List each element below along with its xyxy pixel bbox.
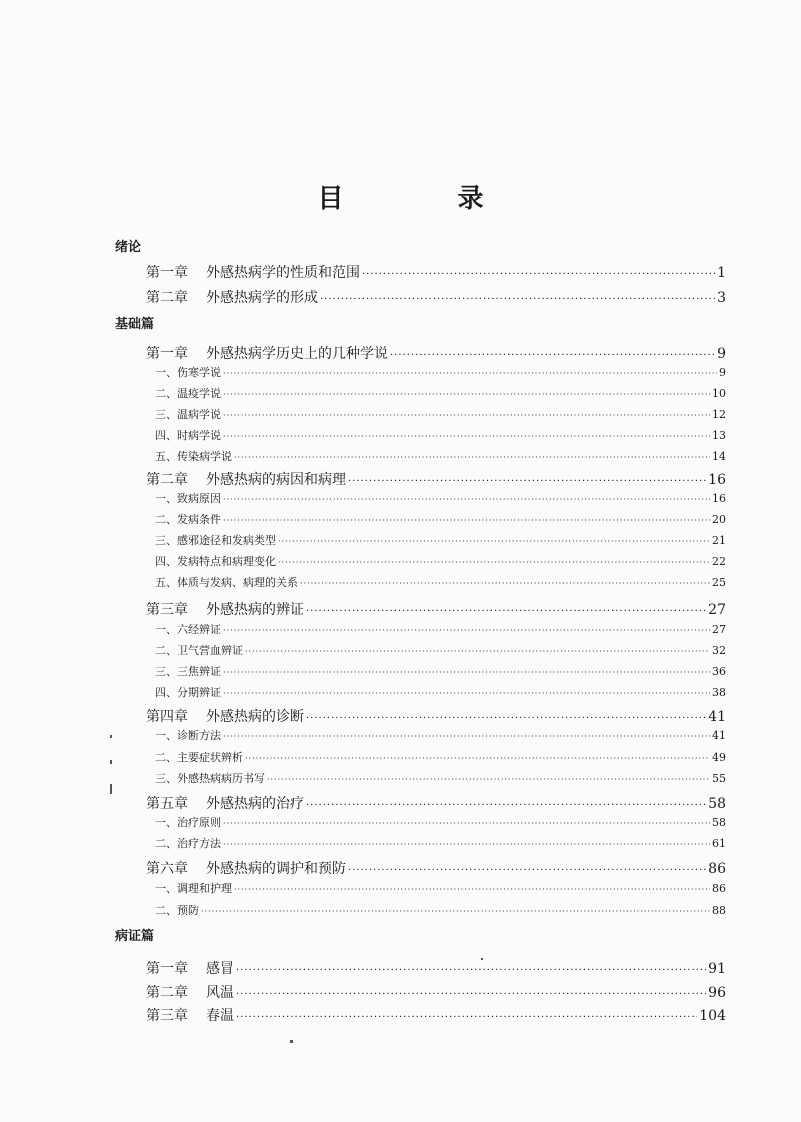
page-number: 41 [712, 729, 726, 742]
toc-chapter-entry[interactable] [146, 706, 726, 726]
entry-title [146, 958, 234, 978]
dot-leader [267, 775, 710, 784]
page-number: 88 [712, 904, 726, 917]
dot-leader [236, 1012, 697, 1023]
scan-speck [481, 958, 483, 960]
entry-title: 三、三焦辨证 [155, 665, 221, 678]
dot-leader [245, 754, 710, 763]
chapter-title: 外感热病学的性质和范围 [206, 265, 360, 281]
entry-title: 一、调理和护理 [155, 882, 232, 895]
chapter-title: 外感热病的诊断 [206, 709, 304, 725]
entry-title: 二、治疗方法 [155, 837, 221, 850]
page-number: 16 [712, 492, 726, 505]
dot-leader [390, 350, 715, 361]
dot-leader [223, 390, 710, 399]
dot-leader [306, 713, 706, 724]
toc-subentry[interactable] [155, 511, 726, 527]
toc-chapter-entry[interactable] [146, 343, 726, 363]
scan-speck [110, 784, 112, 794]
chapter-title: 春温 [206, 1008, 234, 1024]
toc-subentry[interactable] [155, 663, 726, 679]
dot-leader [223, 626, 710, 635]
page-number: 12 [712, 408, 726, 421]
page-number: 49 [712, 751, 726, 764]
dot-leader [223, 668, 710, 677]
toc-chapter-entry[interactable] [146, 262, 726, 282]
dot-leader [234, 885, 710, 894]
chapter-title: 感冒 [206, 961, 234, 977]
toc-subentry[interactable] [155, 427, 726, 443]
entry-title: 二、预防 [155, 904, 199, 917]
section-heading: 绪论 [115, 240, 142, 255]
toc-chapter-entry[interactable] [146, 599, 726, 619]
toc-chapter-entry[interactable] [146, 287, 726, 307]
toc-subentry[interactable] [155, 880, 726, 896]
toc-subentry[interactable] [155, 814, 726, 830]
entry-title [146, 343, 388, 363]
dot-leader [320, 294, 715, 305]
scan-speck [290, 1040, 293, 1043]
toc-subentry[interactable] [155, 364, 726, 380]
dot-leader [278, 537, 710, 546]
toc-chapter-entry[interactable] [146, 1005, 726, 1025]
dot-leader [223, 732, 710, 741]
entry-title: 二、主要症状辨析 [155, 751, 243, 764]
entry-title: 一、伤寒学说 [155, 366, 221, 379]
dot-leader [362, 269, 715, 280]
entry-title: 五、传染病学说 [155, 450, 232, 463]
page-number: 9 [717, 346, 726, 362]
chapter-number: 第二章 [146, 290, 188, 306]
page-number: 10 [712, 387, 726, 400]
entry-title [146, 262, 360, 282]
scan-speck [110, 760, 112, 764]
entry-title: 二、发病条件 [155, 513, 221, 526]
toc-subentry[interactable] [155, 553, 726, 569]
chapter-number: 第一章 [146, 265, 188, 281]
toc-chapter-entry[interactable] [146, 858, 726, 878]
chapter-number: 第二章 [146, 472, 188, 488]
page-number: 27 [712, 623, 726, 636]
page-number: 55 [712, 772, 726, 785]
dot-leader [223, 840, 710, 849]
entry-title: 二、卫气营血辨证 [155, 644, 243, 657]
chapter-title: 外感热病的治疗 [206, 796, 304, 812]
toc-subentry[interactable] [155, 490, 726, 506]
page-number: 61 [712, 837, 726, 850]
page-number: 58 [708, 796, 726, 812]
chapter-number: 第一章 [146, 346, 188, 362]
toc-chapter-entry[interactable] [146, 793, 726, 813]
section-heading: 基础篇 [115, 317, 155, 332]
page-number: 32 [712, 644, 726, 657]
toc-chapter-entry[interactable] [146, 469, 726, 489]
chapter-number: 第五章 [146, 796, 188, 812]
dot-leader [348, 476, 706, 487]
chapter-title: 外感热病的辨证 [206, 602, 304, 618]
page-number: 36 [712, 665, 726, 678]
toc-subentry[interactable] [155, 642, 726, 658]
dot-leader [236, 965, 706, 976]
dot-leader [223, 432, 710, 441]
page-number: 3 [717, 290, 726, 306]
dot-leader [306, 800, 706, 811]
entry-title: 一、致病原因 [155, 492, 221, 505]
chapter-title: 外感热病学的形成 [206, 290, 318, 306]
chapter-number: 第二章 [146, 985, 188, 1001]
toc-subentry[interactable] [155, 727, 726, 743]
page-number: 41 [708, 709, 726, 725]
page-number: 9 [719, 366, 726, 379]
page-number: 58 [712, 816, 726, 829]
page-number: 104 [699, 1008, 726, 1024]
entry-title: 四、发病特点和病理变化 [155, 555, 276, 568]
dot-leader [223, 411, 710, 420]
entry-title [146, 469, 346, 489]
entry-title [146, 1005, 234, 1025]
entry-title: 三、外感热病病历书写 [155, 772, 265, 785]
dot-leader [236, 989, 706, 1000]
page-number: 91 [708, 961, 726, 977]
entry-title: 一、治疗原则 [155, 816, 221, 829]
chapter-title: 外感热病学历史上的几种学说 [206, 346, 388, 362]
page-number: 20 [712, 513, 726, 526]
entry-title: 二、温疫学说 [155, 387, 221, 400]
entry-title [146, 287, 318, 307]
page-number: 25 [712, 576, 726, 589]
toc-subentry[interactable] [155, 406, 726, 422]
entry-title: 一、六经辨证 [155, 623, 221, 636]
chapter-number: 第四章 [146, 709, 188, 725]
entry-title [146, 982, 234, 1002]
entry-title: 一、诊断方法 [155, 729, 221, 742]
chapter-number: 第一章 [146, 961, 188, 977]
toc-subentry[interactable] [155, 532, 726, 548]
dot-leader [223, 689, 710, 698]
page-number: 13 [712, 429, 726, 442]
dot-leader [201, 907, 710, 916]
dot-leader [223, 819, 710, 828]
dot-leader [234, 453, 710, 462]
dot-leader [223, 516, 710, 525]
section-heading: 病证篇 [115, 929, 155, 944]
entry-title [146, 858, 346, 878]
dot-leader [348, 865, 706, 876]
toc-chapter-entry[interactable] [146, 982, 726, 1002]
toc-subentry[interactable] [155, 749, 726, 765]
page-number: 22 [712, 555, 726, 568]
entry-title: 三、温病学说 [155, 408, 221, 421]
page-title: 目 录 [317, 184, 528, 214]
chapter-number: 第六章 [146, 861, 188, 877]
page-number: 38 [712, 686, 726, 699]
page-number: 1 [717, 265, 726, 281]
toc-chapter-entry[interactable] [146, 958, 726, 978]
dot-leader [300, 579, 710, 588]
page-number: 27 [708, 602, 726, 618]
dot-leader [278, 558, 710, 567]
toc-subentry[interactable] [155, 902, 726, 918]
entry-title: 五、体质与发病、病理的关系 [155, 576, 298, 589]
entry-title: 三、感邪途径和发病类型 [155, 534, 276, 547]
toc-subentry[interactable] [155, 385, 726, 401]
toc-subentry[interactable] [155, 621, 726, 637]
chapter-title: 风温 [206, 985, 234, 1001]
toc-subentry[interactable] [155, 770, 726, 786]
chapter-title: 外感热病的病因和病理 [206, 472, 346, 488]
toc-subentry[interactable] [155, 574, 726, 590]
dot-leader [306, 606, 706, 617]
chapter-number: 第三章 [146, 602, 188, 618]
toc-subentry[interactable] [155, 835, 726, 851]
toc-subentry[interactable] [155, 684, 726, 700]
page-number: 16 [708, 472, 726, 488]
dot-leader [223, 369, 717, 378]
page-number: 86 [708, 861, 726, 877]
scan-speck [110, 735, 112, 738]
entry-title [146, 793, 304, 813]
toc-subentry[interactable] [155, 448, 726, 464]
page-number: 96 [708, 985, 726, 1001]
dot-leader [245, 647, 710, 656]
entry-title: 四、时病学说 [155, 429, 221, 442]
page-number: 14 [712, 450, 726, 463]
page-number: 86 [712, 882, 726, 895]
entry-title [146, 706, 304, 726]
entry-title [146, 599, 304, 619]
dot-leader [223, 495, 710, 504]
page-number: 21 [712, 534, 726, 547]
chapter-number: 第三章 [146, 1008, 188, 1024]
entry-title: 四、分期辨证 [155, 686, 221, 699]
chapter-title: 外感热病的调护和预防 [206, 861, 346, 877]
